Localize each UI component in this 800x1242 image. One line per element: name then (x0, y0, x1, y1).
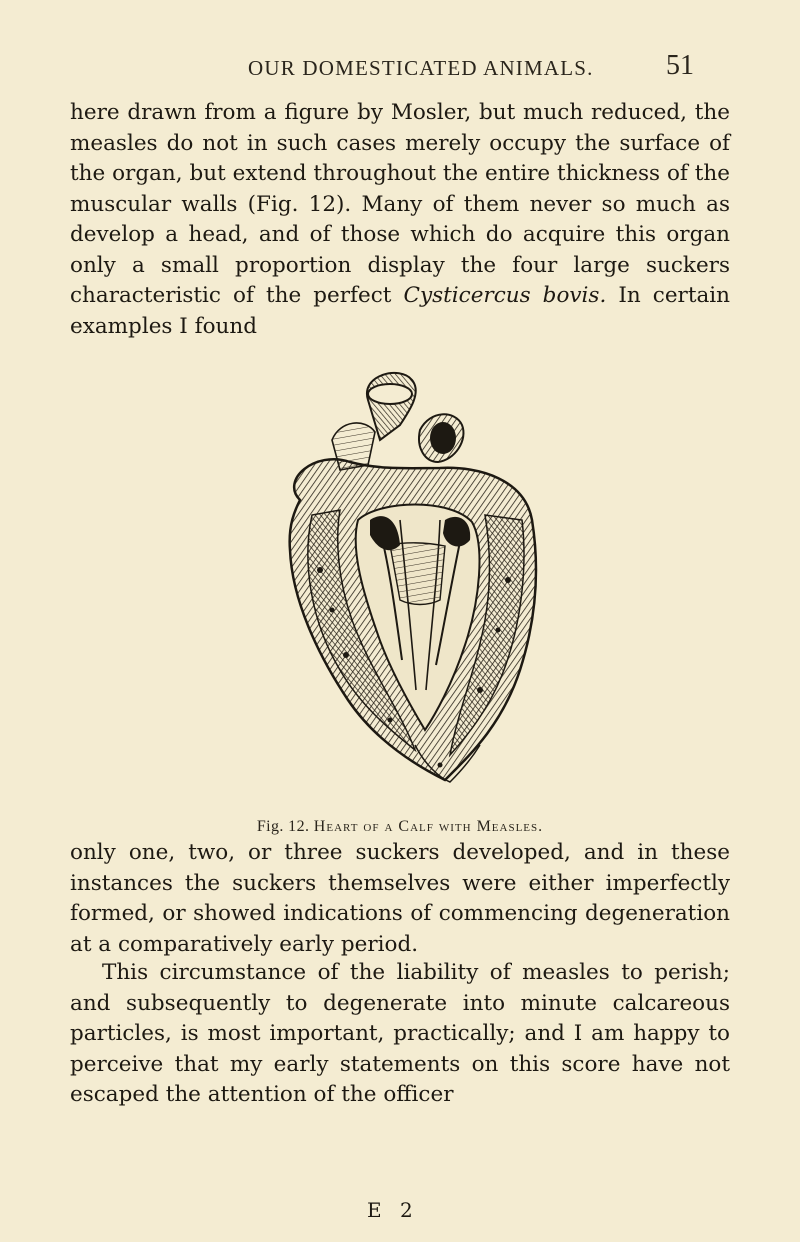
running-head (0, 50, 800, 96)
figure-caption (0, 818, 800, 836)
paragraph-1 (70, 98, 730, 342)
figure-label: Fig. 12. (256, 818, 310, 835)
page-number: 51 (666, 50, 694, 81)
figure-heart-illustration (240, 370, 580, 790)
heart-engraving-icon (240, 370, 580, 790)
paragraph-1-text-start: here drawn from a figure by Mosler, but much reduced, the measles do not in such cases merely occupy the surface of the organ, but extend throughout the entire thickness of the muscular walls (Fig. 12). Many of them never so much as develop a head, and of those which do acquire this organ only a small proportion display the four large suckers characteristic of the perfect (70, 100, 730, 308)
signature-mark: E 2 (367, 1198, 419, 1222)
paragraph-3: This circumstance of the liability of measles to perish; and subsequently to degenerate into minute calcareous particles, is most important, practically; and I am happy to perceive that my early statements on this score have not escaped the attention of the officer (70, 960, 730, 1107)
running-title: OUR DOMESTICATED ANIMALS. (248, 56, 594, 80)
figure-caption-text: Heart of a Calf with Measles. (313, 818, 544, 835)
paragraph-2: only one, two, or three suckers developed, and in these instances the suckers themselves were either imperfectly formed, or showed indications of commencing degeneration at a comparatively early period. (70, 840, 730, 957)
species-name: Cysticercus bovis. (403, 283, 607, 308)
paragraph-1-text-end: In certain examples I found (70, 283, 731, 339)
